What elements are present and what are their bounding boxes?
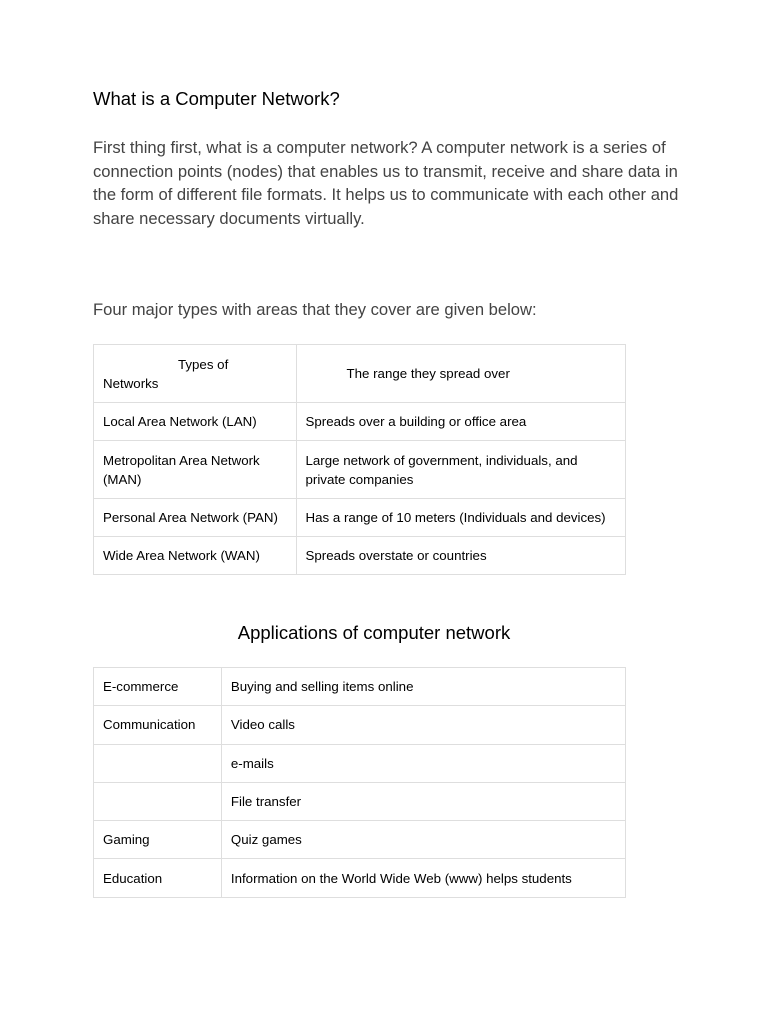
header-range-label: The range they spread over xyxy=(346,366,510,381)
table-row xyxy=(94,403,626,441)
table-row xyxy=(94,499,626,537)
table-row xyxy=(94,668,626,706)
app-category-cell: Education xyxy=(94,859,222,897)
network-types-table xyxy=(93,344,626,575)
app-example-cell: File transfer xyxy=(221,782,625,820)
table-row xyxy=(94,441,626,499)
network-type-cell: Personal Area Network (PAN) xyxy=(94,499,297,537)
header-cell-range xyxy=(296,345,625,403)
page-title: What is a Computer Network? xyxy=(93,88,340,109)
table-row xyxy=(94,706,626,744)
intro-paragraph: First thing first, what is a computer network? A computer network is a series of connection points (nodes) that enables us to transmit, receive and share data in the form of different file formats. It helps us to communicate with each other and share necessary documents virtually. xyxy=(93,138,679,228)
network-range-cell: Spreads over a building or office area xyxy=(296,403,625,441)
header-types-line2: Networks xyxy=(103,375,159,391)
app-example-cell: Information on the World Wide Web (www) helps students xyxy=(221,859,625,897)
applications-table xyxy=(93,667,626,898)
types-intro: Four major types with areas that they cover are given below: xyxy=(93,300,537,319)
app-category-cell: Communication xyxy=(94,706,222,744)
network-range-cell: Spreads overstate or countries xyxy=(296,537,625,575)
app-example-cell: e-mails xyxy=(221,744,625,782)
header-types-line1: Types of xyxy=(178,356,229,372)
app-example-cell: Video calls xyxy=(221,706,625,744)
app-category-cell xyxy=(94,744,222,782)
network-type-cell: Metropolitan Area Network (MAN) xyxy=(94,441,297,499)
table-row xyxy=(94,537,626,575)
table-header-row xyxy=(94,345,626,403)
app-example-cell: Quiz games xyxy=(221,821,625,859)
table-row xyxy=(94,859,626,897)
network-type-cell: Wide Area Network (WAN) xyxy=(94,537,297,575)
network-type-cell: Local Area Network (LAN) xyxy=(94,403,297,441)
app-example-cell: Buying and selling items online xyxy=(221,668,625,706)
network-range-cell: Large network of government, individuals, and private companies xyxy=(296,441,625,499)
app-category-cell xyxy=(94,782,222,820)
network-range-cell: Has a range of 10 meters (Individuals and devices) xyxy=(296,499,625,537)
header-cell-types xyxy=(94,345,297,403)
applications-heading: Applications of computer network xyxy=(237,622,511,643)
table-row xyxy=(94,821,626,859)
table-row xyxy=(94,744,626,782)
table-row xyxy=(94,782,626,820)
app-category-cell: Gaming xyxy=(94,821,222,859)
app-category-cell: E-commerce xyxy=(94,668,222,706)
